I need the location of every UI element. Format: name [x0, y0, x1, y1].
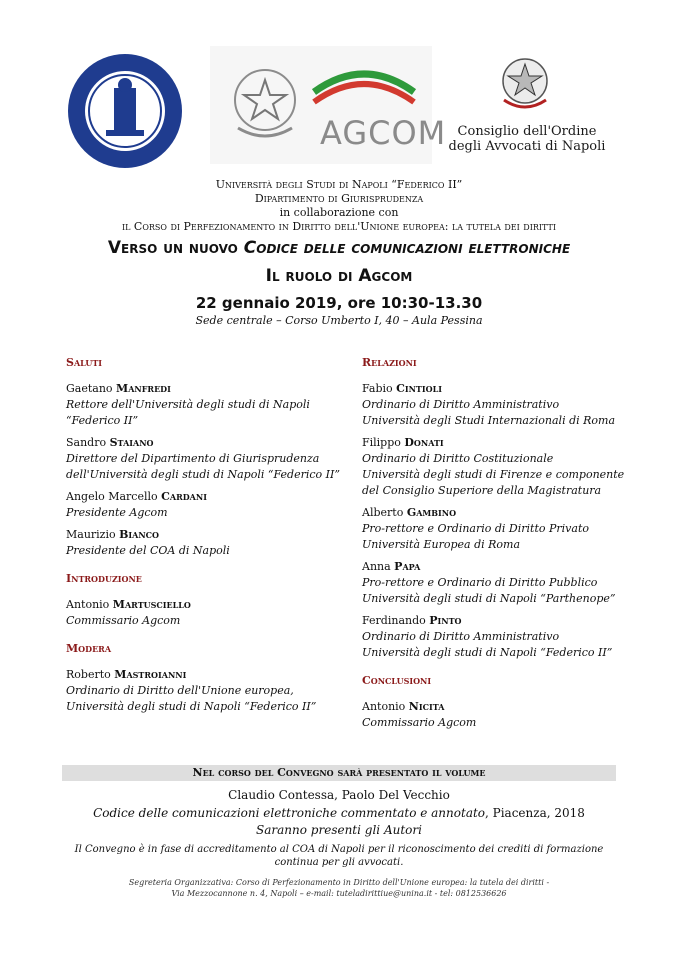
speaker-name: Anna Papa	[362, 560, 421, 573]
speaker-role: Università Europea di Roma	[362, 538, 521, 551]
speaker-role: Pro-rettore e Ordinario di Diritto Privato	[362, 522, 589, 535]
speaker-papa	[362, 559, 642, 607]
book-authors: Claudio Contessa, Paolo Del Vecchio	[228, 788, 450, 802]
speaker-name: Antonio Nicita	[362, 700, 445, 713]
secretariat-line-1: Segreteria Organizzativa: Corso di Perfezionamento in Diritto dell'Unione europea: la tutela dei diritti -	[128, 878, 550, 887]
speaker-donati	[362, 435, 642, 499]
speaker-name: Roberto Mastroianni	[66, 668, 187, 681]
speaker-name: Alberto Gambino	[362, 506, 457, 519]
speaker-name: Maurizio Bianco	[66, 528, 160, 541]
speaker-role: del Consiglio Superiore della Magistratura	[362, 484, 602, 497]
speaker-role: Ordinario di Diritto dell'Unione europea,	[66, 684, 294, 697]
department-name: Dipartimento di Giurisprudenza	[254, 192, 424, 205]
agcom-wordmark: AGCOM	[320, 114, 447, 152]
speaker-role: Presidente Agcom	[66, 506, 168, 519]
speaker-role: Università degli studi di Firenze e componente	[362, 468, 625, 481]
speaker-role: Pro-rettore e Ordinario di Diritto Pubblico	[362, 576, 598, 589]
speaker-role: Commissario Agcom	[362, 716, 477, 729]
speaker-role: Rettore dell'Università degli studi di Napoli	[66, 398, 310, 411]
saluti-heading: Saluti	[66, 356, 103, 369]
speaker-name: Filippo Donati	[362, 436, 444, 449]
italian-republic-emblem	[228, 62, 302, 144]
book-title-text: Codice delle comunicazioni elettroniche commentato e annotato	[93, 806, 486, 820]
speaker-gambino	[362, 505, 642, 553]
conclusioni-heading: Conclusioni	[362, 674, 432, 687]
speaker-bianco	[66, 527, 346, 559]
event-title-part-2: Codice delle comunicazioni elettroniche	[243, 238, 571, 258]
agcom-logo-panel	[210, 46, 447, 164]
speaker-role: “Federico II”	[66, 414, 139, 427]
speaker-role: Università degli studi di Napoli “Parthenope”	[362, 592, 616, 605]
introduzione-heading: Introduzione	[66, 572, 142, 585]
book-publication: , Piacenza, 2018	[485, 806, 585, 820]
speaker-name: Angelo Marcello Cardani	[66, 490, 207, 503]
volume-announcement-band: Nel corso del Convegno sarà presentato il volume	[62, 765, 616, 781]
accreditation-note: Il Convegno è in fase di accreditamento al COA di Napoli per il riconoscimento dei crediti di formazione continua per gli avvocati.	[74, 844, 604, 868]
collaboration-text: in collaborazione con	[279, 206, 399, 219]
event-subtitle: Il ruolo di Agcom	[265, 266, 413, 286]
relazioni-heading: Relazioni	[362, 356, 417, 369]
speaker-role: Università degli studi di Napoli “Federico II”	[362, 646, 613, 659]
speaker-cardani	[66, 489, 346, 521]
speaker-pinto	[362, 613, 642, 661]
secretariat-line-2: Via Mezzocannone n. 4, Napoli – e-mail: tuteladirittiue@unina.it - tel: 0812536626	[171, 889, 507, 898]
speaker-role: Direttore del Dipartimento di Giurisprudenza	[66, 452, 320, 465]
coa-line-2: degli Avvocati di Napoli	[448, 139, 606, 154]
event-title	[0, 238, 678, 258]
speaker-mastroianni	[66, 667, 346, 715]
logo-row	[0, 44, 678, 164]
university-name: Università degli Studi di Napoli “Federico II”	[215, 178, 463, 191]
event-date: 22 gennaio 2019, ore 10:30-13.30	[195, 294, 483, 312]
speaker-role: dell'Università degli studi di Napoli “Federico II”	[66, 468, 340, 481]
agcom-tricolor-arcs	[308, 62, 420, 112]
speaker-role: Ordinario di Diritto Costituzionale	[362, 452, 554, 465]
course-name: il Corso di Perfezionamento in Diritto dell'Unione europea: la tutela dei diritti	[121, 220, 557, 233]
university-seal-logo	[66, 52, 184, 170]
authors-present: Saranno presenti gli Autori	[256, 823, 422, 837]
coa-name	[437, 124, 617, 154]
speaker-name: Ferdinando Pinto	[362, 614, 462, 627]
speaker-name: Gaetano Manfredi	[66, 382, 171, 395]
coa-emblem	[498, 54, 552, 114]
speaker-name: Fabio Cintioli	[362, 382, 442, 395]
speaker-name: Antonio Martusciello	[66, 598, 191, 611]
speaker-martusciello	[66, 597, 346, 629]
speaker-cintioli	[362, 381, 642, 429]
event-title-part-1: Verso un nuovo	[107, 238, 244, 258]
modera-heading: Modera	[66, 642, 112, 655]
speaker-role: Ordinario di Diritto Amministrativo	[362, 398, 560, 411]
speaker-staiano	[66, 435, 346, 483]
program-right-column	[362, 355, 642, 737]
speaker-role: Presidente del COA di Napoli	[66, 544, 230, 557]
speaker-role: Università degli studi di Napoli “Federico II”	[66, 700, 317, 713]
speaker-role: Ordinario di Diritto Amministrativo	[362, 630, 560, 643]
speaker-name: Sandro Staiano	[66, 436, 154, 449]
speaker-nicita	[362, 699, 642, 731]
speaker-role: Università degli Studi Internazionali di Roma	[362, 414, 616, 427]
book-title	[0, 806, 678, 820]
program-left-column	[66, 355, 346, 721]
speaker-role: Commissario Agcom	[66, 614, 181, 627]
event-venue: Sede centrale – Corso Umberto I, 40 – Aula Pessina	[195, 314, 483, 327]
speaker-manfredi	[66, 381, 346, 429]
coa-line-1: Consiglio dell'Ordine	[457, 124, 597, 139]
